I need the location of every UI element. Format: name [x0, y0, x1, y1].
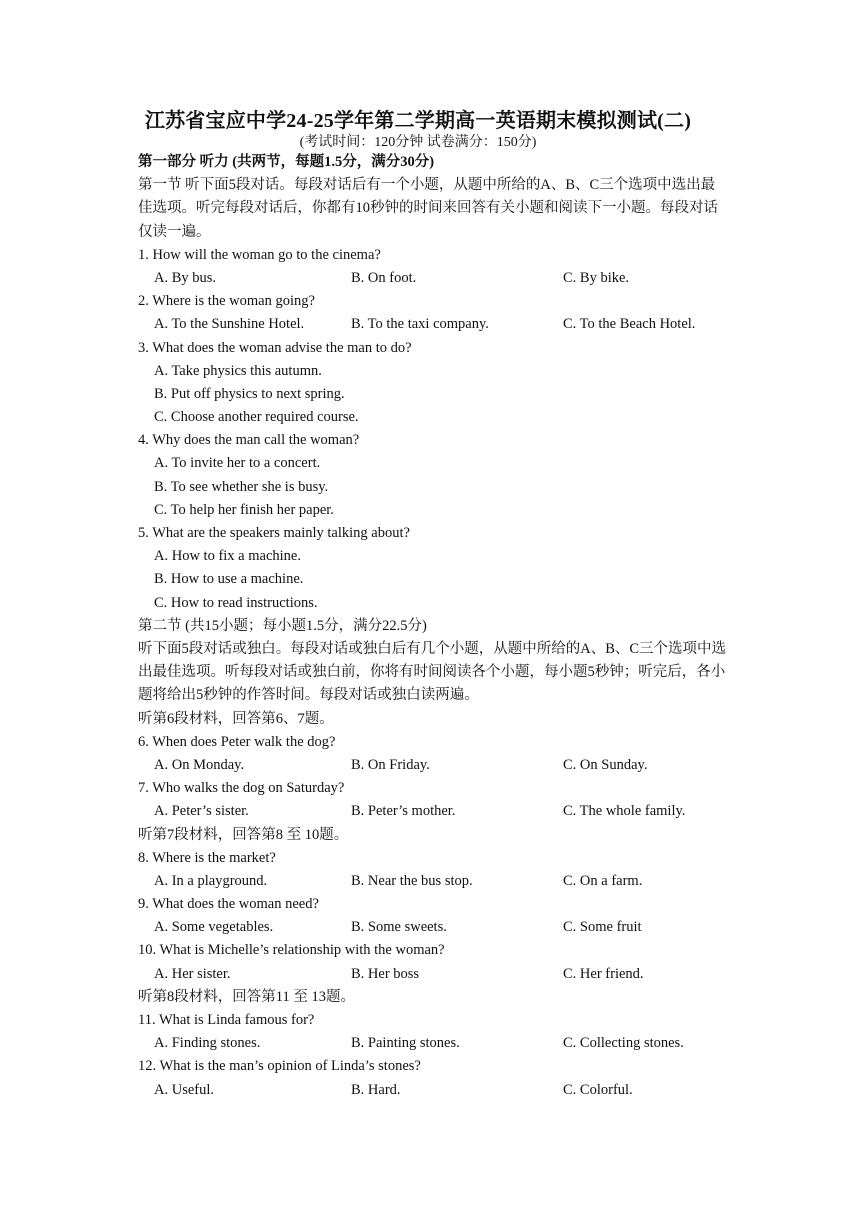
- option-b: B. How to use a machine.: [154, 571, 304, 588]
- option-c: C. The whole family.: [563, 803, 686, 820]
- option-a: A. Peter’s sister.: [154, 803, 249, 820]
- option-b: B. On foot.: [351, 269, 417, 286]
- option-b: B. Near the bus stop.: [351, 872, 473, 889]
- option-c: C. Colorful.: [563, 1081, 633, 1098]
- section2-heading: 第二节 (共15小题；每小题1.5分，满分22.5分): [138, 617, 427, 634]
- material-7-instruction: 听第7段材料，回答第8 至 10题。: [138, 826, 349, 843]
- option-a: A. Finding stones.: [154, 1035, 261, 1052]
- exam-content: [138, 151, 728, 1102]
- question-9: 9. What does the woman need?: [138, 896, 319, 913]
- question-1-options: [138, 267, 728, 290]
- option-b: B. Put off physics to next spring.: [154, 385, 345, 402]
- question-1: 1. How will the woman go to the cinema?: [138, 246, 381, 263]
- question-11-options: [138, 1032, 728, 1055]
- question-10: 10. What is Michelle’s relationship with the woman?: [138, 942, 445, 959]
- question-4: 4. Why does the man call the woman?: [138, 432, 360, 449]
- option-a: A. Useful.: [154, 1081, 215, 1098]
- question-12: 12. What is the man’s opinion of Linda’s stones?: [138, 1058, 421, 1075]
- option-c: C. To help her finish her paper.: [154, 501, 334, 518]
- option-a: A. Her sister.: [154, 965, 231, 982]
- exam-title: 江苏省宝应中学24-25学年第二学期高一英语期末模拟测试(二): [144, 110, 692, 132]
- question-6: 6. When does Peter walk the dog?: [138, 733, 336, 750]
- option-c: C. How to read instructions.: [154, 594, 318, 611]
- option-c: C. By bike.: [563, 269, 630, 286]
- option-b: B. Painting stones.: [351, 1035, 460, 1052]
- option-c: C. On Sunday.: [563, 756, 648, 773]
- material-8-instruction: 听第8段材料，回答第11 至 13题。: [138, 988, 355, 1005]
- option-a: A. Take physics this autumn.: [154, 362, 322, 379]
- part1-heading: 第一部分 听力 (共两节，每题1.5分，满分30分): [138, 154, 435, 170]
- option-a: A. On Monday.: [154, 756, 245, 773]
- option-b: B. Hard.: [351, 1081, 401, 1098]
- option-a: A. To the Sunshine Hotel.: [154, 316, 305, 333]
- option-c: C. Her friend.: [563, 965, 644, 982]
- option-a: A. To invite her to a concert.: [154, 455, 321, 472]
- option-a: A. In a playground.: [154, 872, 268, 889]
- question-5: 5. What are the speakers mainly talking about?: [138, 525, 410, 542]
- question-7: 7. Who walks the dog on Saturday?: [138, 780, 345, 797]
- question-12-options: [138, 1079, 728, 1102]
- section1-intro: 第一节 听下面5段对话。每段对话后有一个小题，从题中所给的A、B、C三个选项中选出最佳选项。听完每段对话后，你都有10秒钟的时间来回答有关小题和阅读下一小题。每段对话仅读一遍。: [138, 177, 718, 240]
- option-c: C. To the Beach Hotel.: [563, 316, 696, 333]
- option-a: A. How to fix a machine.: [154, 548, 301, 565]
- option-b: B. To see whether she is busy.: [154, 478, 329, 495]
- option-b: B. On Friday.: [351, 756, 430, 773]
- question-2-options: [138, 313, 728, 336]
- question-7-options: [138, 800, 728, 823]
- option-a: A. Some vegetables.: [154, 919, 274, 936]
- option-c: C. Choose another required course.: [154, 409, 359, 426]
- option-b: B. Peter’s mother.: [351, 803, 456, 820]
- question-2: 2. Where is the woman going?: [138, 293, 315, 310]
- option-c: C. Collecting stones.: [563, 1035, 684, 1052]
- question-8-options: [138, 870, 728, 893]
- question-9-options: [138, 916, 728, 939]
- option-b: B. Her boss: [351, 965, 420, 982]
- exam-subtitle: (考试时间：120分钟 试卷满分：150分): [299, 135, 537, 150]
- option-b: B. Some sweets.: [351, 919, 447, 936]
- option-a: A. By bus.: [154, 269, 217, 286]
- material-6-instruction: 听第6段材料，回答第6、7题。: [138, 710, 334, 727]
- question-8: 8. Where is the market?: [138, 849, 276, 866]
- option-c: C. On a farm.: [563, 872, 643, 889]
- question-10-options: [138, 963, 728, 986]
- question-11: 11. What is Linda famous for?: [138, 1012, 315, 1029]
- section2-intro: 听下面5段对话或独白。每段对话或独白后有几个小题，从题中所给的A、B、C三个选项中选出最佳选项。听每段对话或独白前，你将有时间阅读各个小题，每小题5秒钟；听完后，各小题将给出5秒钟的作答时间。每段对话或独白读两遍。: [138, 640, 727, 704]
- option-c: C. Some fruit: [563, 919, 642, 936]
- question-3: 3. What does the woman advise the man to do?: [138, 339, 412, 356]
- option-b: B. To the taxi company.: [351, 316, 489, 333]
- question-6-options: [138, 754, 728, 777]
